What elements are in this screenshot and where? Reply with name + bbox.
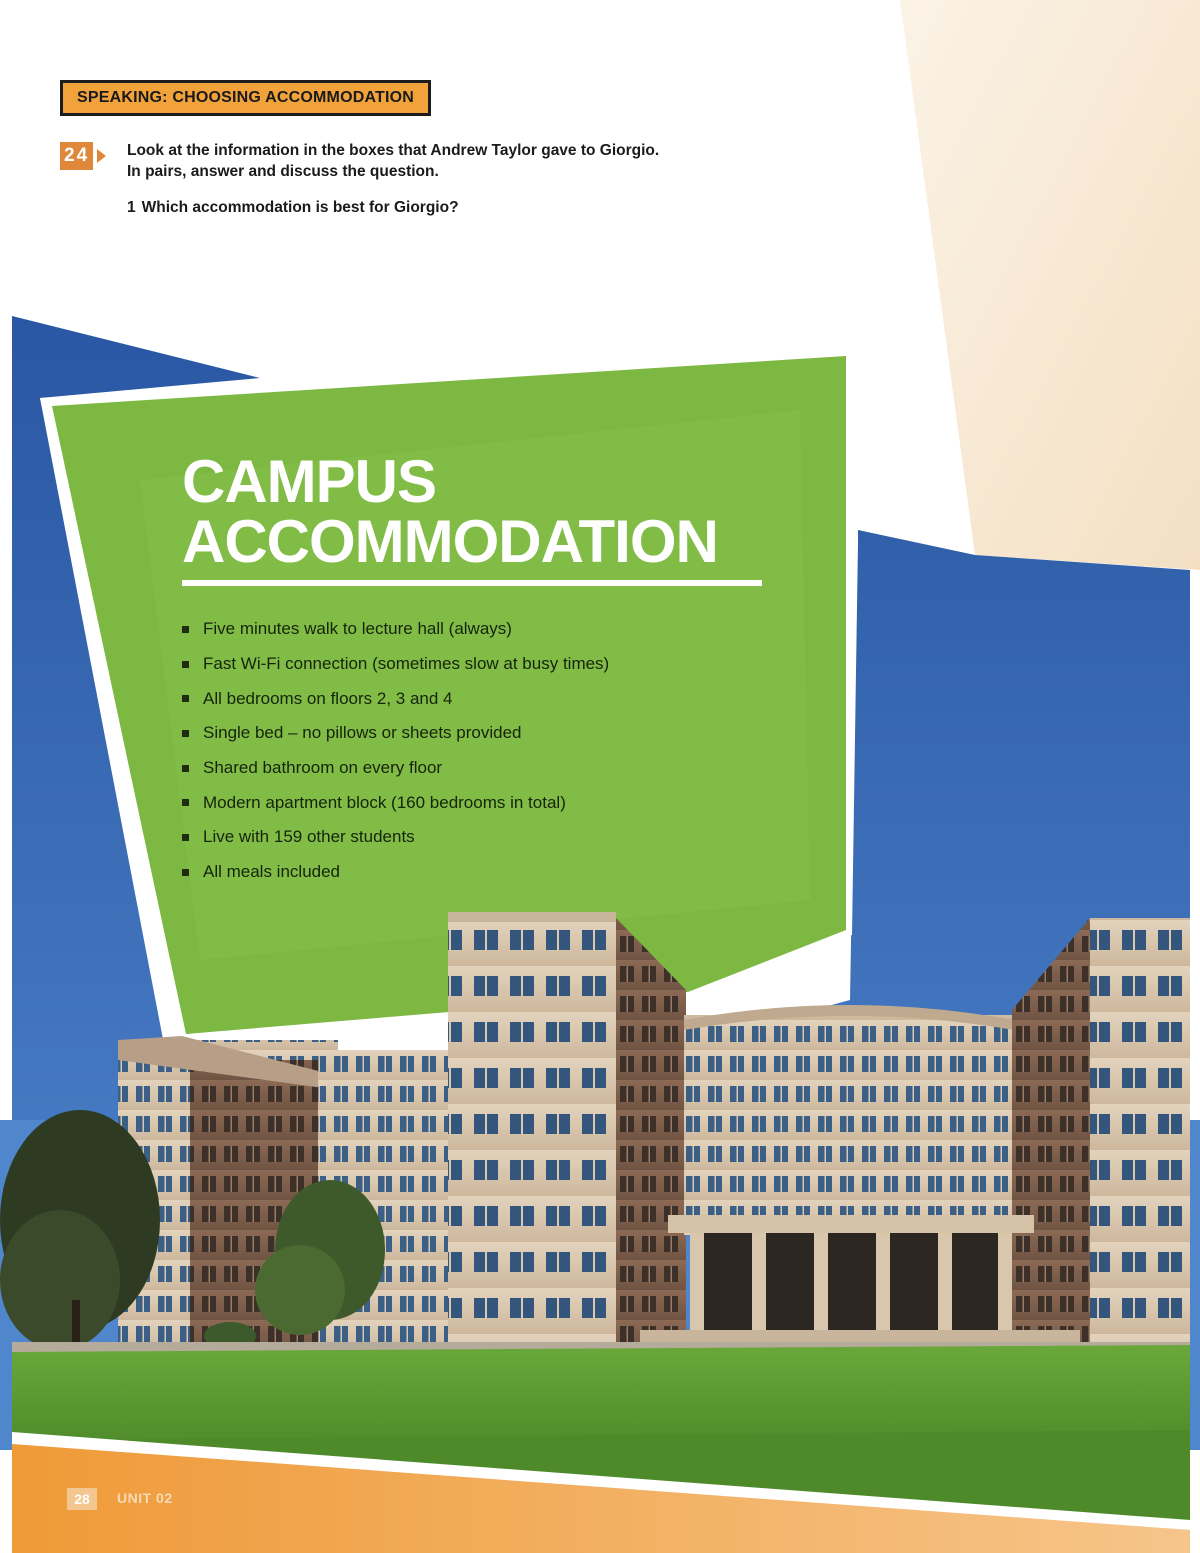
feature-list <box>182 612 609 890</box>
feature-text: Five minutes walk to lecture hall (always) <box>203 619 512 639</box>
bullet-icon <box>182 869 189 876</box>
feature-text: All bedrooms on floors 2, 3 and 4 <box>203 688 453 708</box>
instruction-line-1: Look at the information in the boxes that Andrew Taylor gave to Giorgio. <box>127 142 660 159</box>
feature-item <box>182 820 609 855</box>
board-title-line-1: CAMPUS <box>182 448 437 515</box>
question-text: Which accommodation is best for Giorgio? <box>141 199 459 216</box>
board-underline <box>182 580 762 586</box>
bullet-icon <box>182 695 189 702</box>
feature-text: Live with 159 other students <box>203 827 415 847</box>
feature-text: Modern apartment block (160 bedrooms in total) <box>203 792 566 812</box>
section-tag-label: SPEAKING: CHOOSING ACCOMMODATION <box>77 89 415 106</box>
feature-item <box>182 855 609 890</box>
board-title <box>182 448 718 575</box>
feature-item <box>182 612 609 647</box>
feature-item <box>182 681 609 716</box>
bullet-icon <box>182 765 189 772</box>
feature-text: Single bed – no pillows or sheets provided <box>203 723 522 743</box>
bullet-icon <box>182 730 189 737</box>
bullet-icon <box>182 626 189 633</box>
bullet-icon <box>182 834 189 841</box>
feature-item <box>182 647 609 682</box>
page-number <box>67 1488 97 1510</box>
board-title-line-2: ACCOMMODATION <box>182 508 718 575</box>
exercise-number: 24 <box>60 142 93 170</box>
feature-text: Fast Wi-Fi connection (sometimes slow at busy times) <box>203 654 610 674</box>
unit-label: UNIT 02 <box>117 1490 173 1506</box>
bullet-icon <box>182 661 189 668</box>
question-number: 1 <box>127 199 136 216</box>
bullet-icon <box>182 799 189 806</box>
feature-item <box>182 785 609 820</box>
feature-text: Shared bathroom on every floor <box>203 758 443 778</box>
feature-text: All meals included <box>203 862 341 882</box>
feature-item <box>182 751 609 786</box>
feature-item <box>182 716 609 751</box>
page-number-text: 28 <box>74 1491 90 1507</box>
instruction-line-2: In pairs, answer and discuss the question. <box>127 163 439 180</box>
